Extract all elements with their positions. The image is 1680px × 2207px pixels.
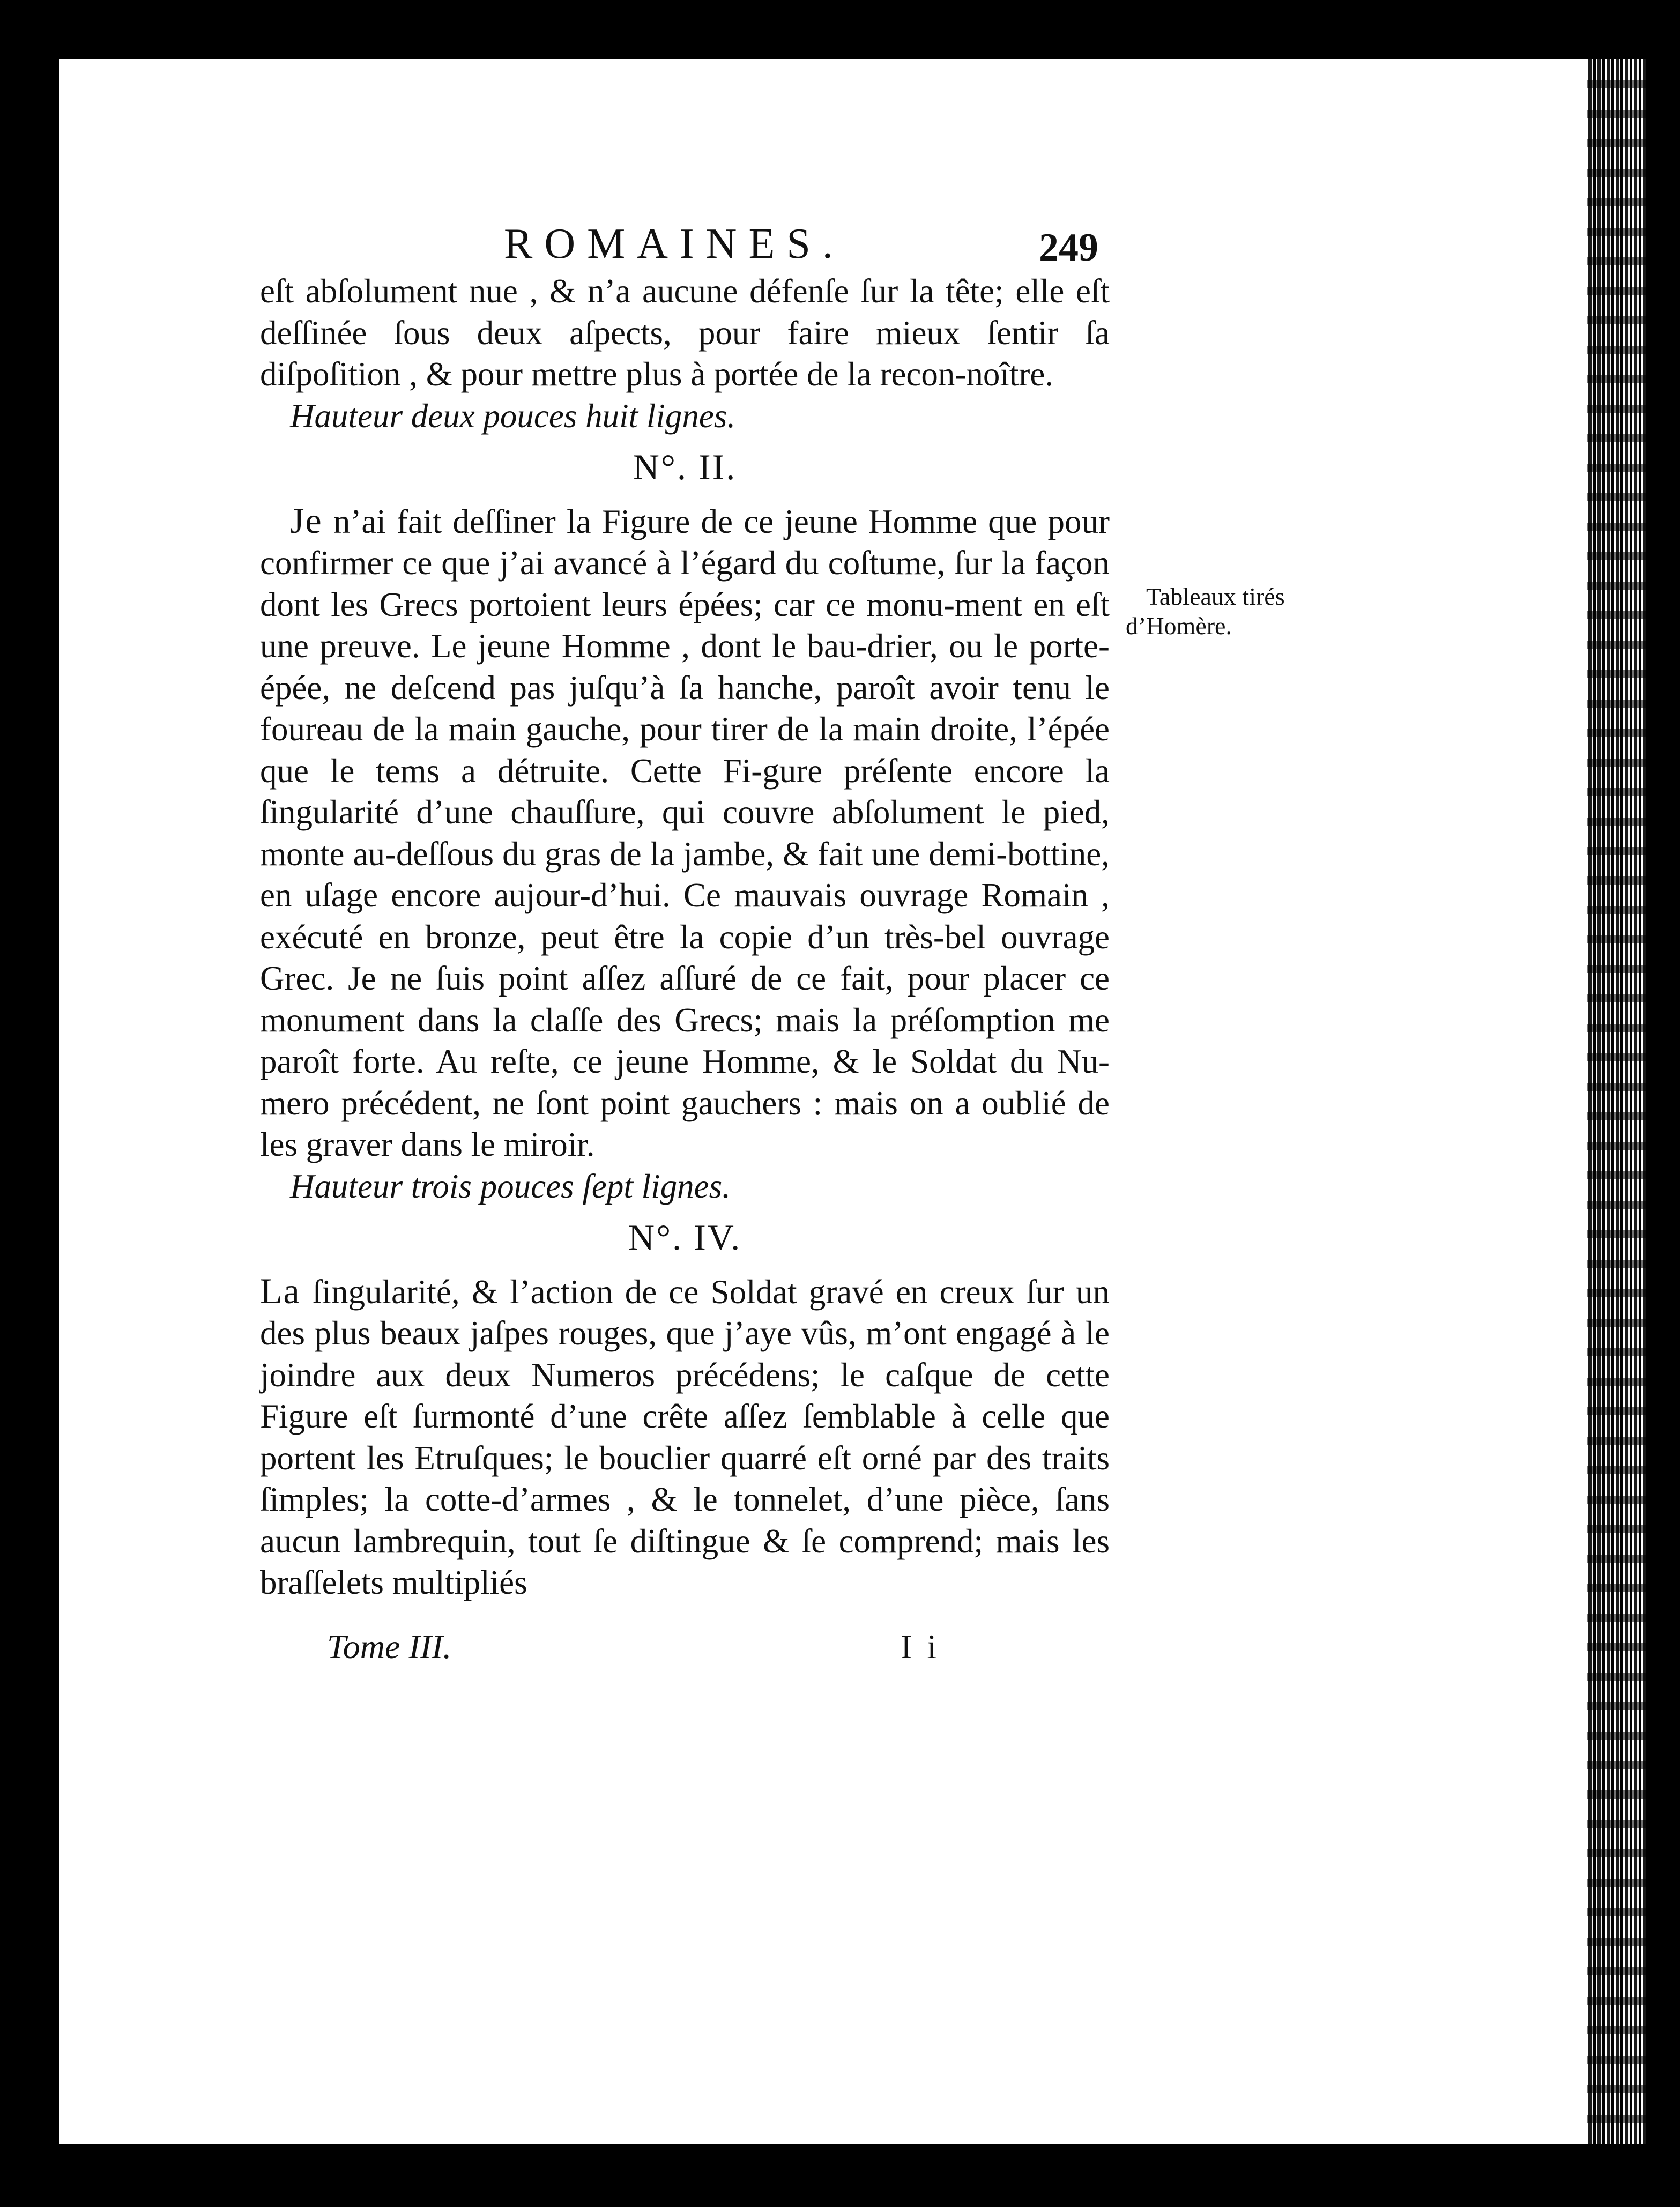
footer-tome: Tome III. (327, 1628, 452, 1666)
drop-initial-4: La (260, 1270, 301, 1311)
measurement-line-1: Hauteur deux pouces huit lignes. (290, 397, 736, 435)
book-edge (1587, 59, 1646, 2144)
drop-initial-2: Je (290, 500, 323, 541)
section-heading-2: N°. II. (633, 447, 737, 487)
paragraph-2 (260, 500, 1110, 1166)
main-text (260, 271, 1110, 1604)
section-heading-4: N°. IV. (628, 1217, 742, 1258)
page-number: 249 (1039, 226, 1098, 270)
measurement-line-2: Hauteur trois pouces ſept lignes. (290, 1167, 731, 1205)
running-head: ROMAINES. (504, 220, 845, 267)
paragraph-2-text: n’ai fait deſſiner la Figure de ce jeune Homme que pour confirmer ce que j’ai avancé à l’égard du coſtume, ſur la façon dont les Grecs portoient leurs épées; car ce monu-ment en eſt une preuve. Le jeune Homme , dont le bau-drier, ou le porte-épée, ne deſcend pas juſqu’à ſa hanche, paroît avoir tenu le foureau de la main gauche, pour tirer de la main droite, l’épée que le tems a détruite. Cette Fi-gure préſente encore la ſingularité d’une chauſſure, qui couvre abſolument le pied, monte au-deſſous du gras de la jambe, & fait une demi-bottine, en uſage encore aujour-d’hui. Ce mauvais ouvrage Romain , exécuté en bronze, peut être la copie d’un très-bel ouvrage Grec. Je ne ſuis point aſſez aſſuré de ce fait, pour placer ce monument dans la claſſe des Grecs; mais la préſomption me paroît forte. Au reſte, ce jeune Homme, & le Soldat du Nu-mero précédent, ne ſont point gauchers : mais on a oublié de les graver dans le miroir. (260, 502, 1110, 1163)
marginal-note-line-2: d’Homère. (1126, 612, 1232, 640)
marginal-note-line-1: Tableaux tirés (1146, 583, 1285, 610)
footer-signature: I i (901, 1628, 940, 1666)
marginal-note (1126, 582, 1287, 641)
paragraph-4-text: ſingularité, & l’action de ce Soldat gravé en creux ſur un des plus beaux jaſpes rouges, que j’aye vûs, m’ont engagé à le joindre aux deux Numeros précédens; le caſque de cette Figure eſt ſurmonté d’une crête aſſez ſemblable à celle que portent les Etruſques; le bouclier quarré eſt orné par des traits ſimples; la cotte-d’armes , & le tonnelet, d’une pièce, ſans aucun lambrequin, tout ſe diſtingue & ſe comprend; mais les braſſelets multipliés (260, 1273, 1110, 1601)
paragraph-4 (260, 1270, 1110, 1604)
paragraph-continuation: eſt abſolument nue , & n’a aucune défenſe ſur la tête; elle eſt deſſinée ſous deux aſpects, pour faire mieux ſentir ſa diſpoſition , & pour mettre plus à portée de la recon-noître. (260, 272, 1110, 393)
